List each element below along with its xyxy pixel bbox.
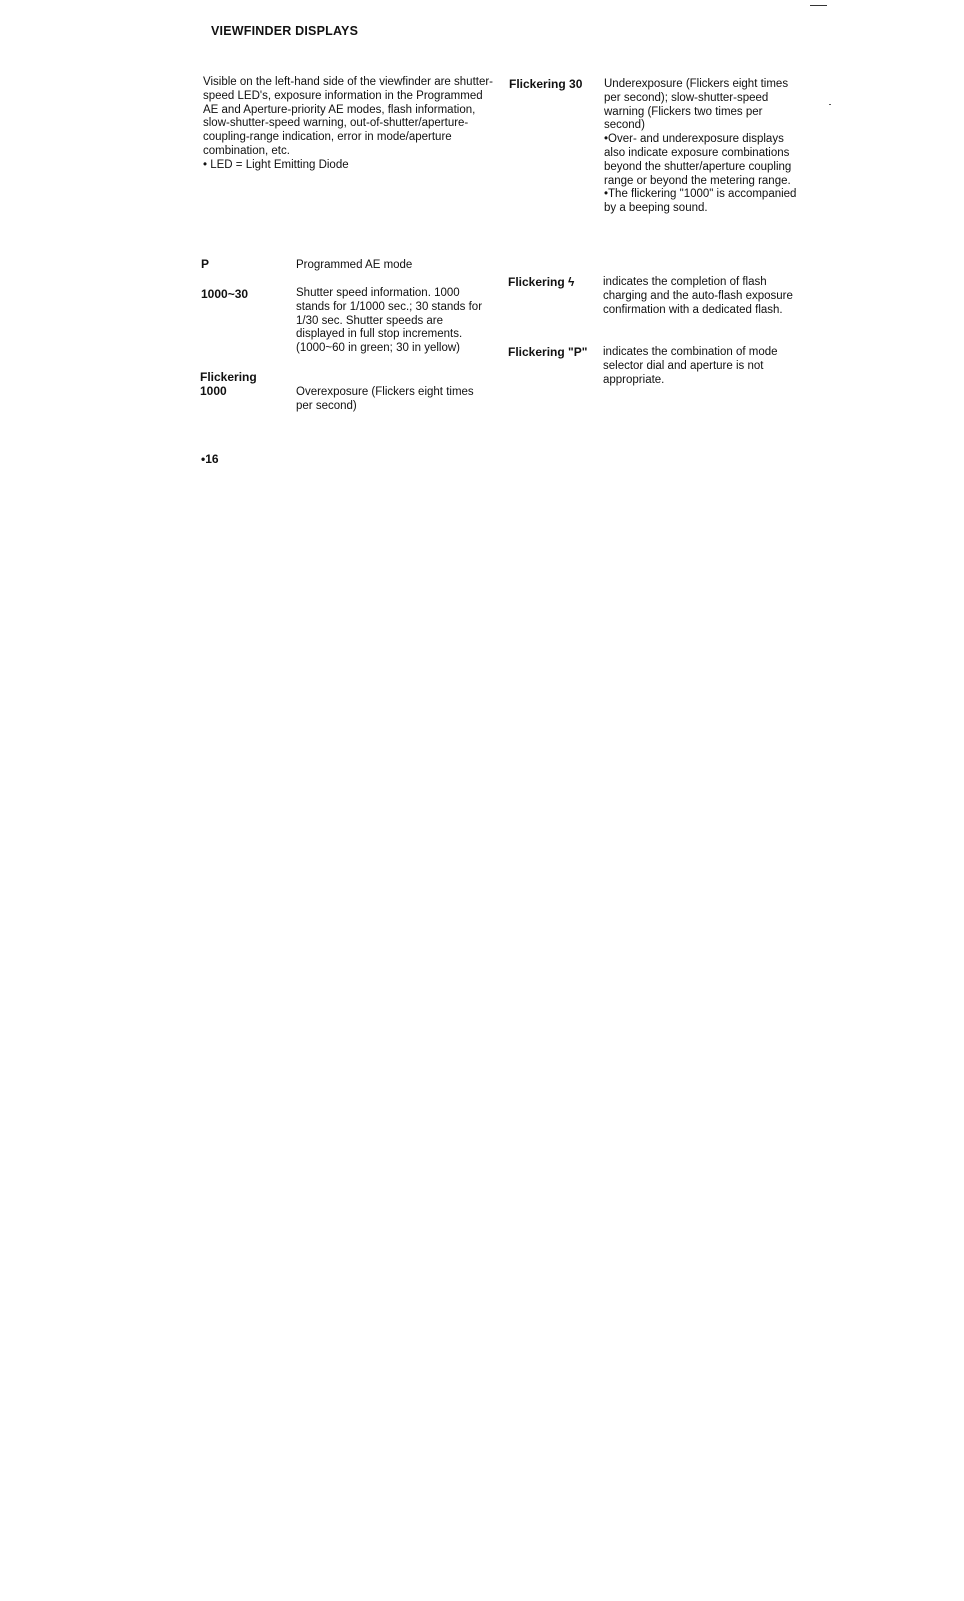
intro-paragraph bbox=[203, 76, 493, 173]
top-rule bbox=[810, 5, 827, 6]
desc-p bbox=[296, 259, 491, 273]
desc-flickering-30-text: Underexposure (Flickers eight times per second); slow-shutter-speed warning (Flickers two times per second) bbox=[604, 78, 789, 132]
intro-note: • LED = Light Emitting Diode bbox=[203, 158, 349, 171]
desc-flickering-flash-text: indicates the completion of flash charging and the auto-flash exposure confirmation with a dedicated flash. bbox=[603, 276, 793, 316]
desc-flickering-1000 bbox=[296, 386, 491, 414]
term-p: P bbox=[201, 257, 210, 271]
desc-flickering-30-note2: •The flickering "1000" is accompanied by a beeping sound. bbox=[604, 188, 797, 215]
desc-shutter-range bbox=[296, 287, 491, 356]
desc-flickering-30 bbox=[604, 78, 800, 216]
desc-flickering-p-text: indicates the combination of mode selector dial and aperture is not appropriate. bbox=[603, 346, 778, 386]
desc-flickering-30-note1: •Over- and underexposure displays also indicate exposure combinations beyond the shutter/aperture coupling range or beyond the metering range. bbox=[604, 133, 792, 187]
term-flickering-1000 bbox=[200, 370, 257, 398]
desc-flickering-flash bbox=[603, 276, 803, 317]
desc-shutter-range-text: Shutter speed information. 1000 stands for 1/1000 sec.; 30 stands for 1/30 sec. Shutter speeds are displayed in full stop increments. (1000~60 in green; 30 in yellow) bbox=[296, 287, 483, 355]
term-flickering-1000-line2: 1000 bbox=[200, 384, 227, 398]
term-flickering-30: Flickering 30 bbox=[509, 77, 583, 91]
margin-mark bbox=[829, 104, 831, 105]
term-flickering-1000-line1: Flickering bbox=[200, 370, 257, 384]
term-flickering-flash: Flickering ϟ bbox=[508, 275, 575, 289]
term-shutter-range: 1000~30 bbox=[201, 287, 249, 301]
page-number: •16 bbox=[201, 452, 219, 466]
desc-p-text: Programmed AE mode bbox=[296, 259, 413, 271]
intro-text: Visible on the left-hand side of the viewfinder are shutter-speed LED's, exposure information in the Programmed AE and Aperture-priority AE modes, flash information, slow-shutter-speed warning, out-of-shutter/aperture-coupling-range indication, error in mode/aperture combination, etc. bbox=[203, 76, 494, 157]
page-heading: VIEWFINDER DISPLAYS bbox=[211, 24, 359, 38]
desc-flickering-1000-text: Overexposure (Flickers eight times per second) bbox=[296, 386, 474, 412]
term-flickering-p: Flickering "P" bbox=[508, 345, 588, 359]
desc-flickering-p bbox=[603, 346, 799, 387]
